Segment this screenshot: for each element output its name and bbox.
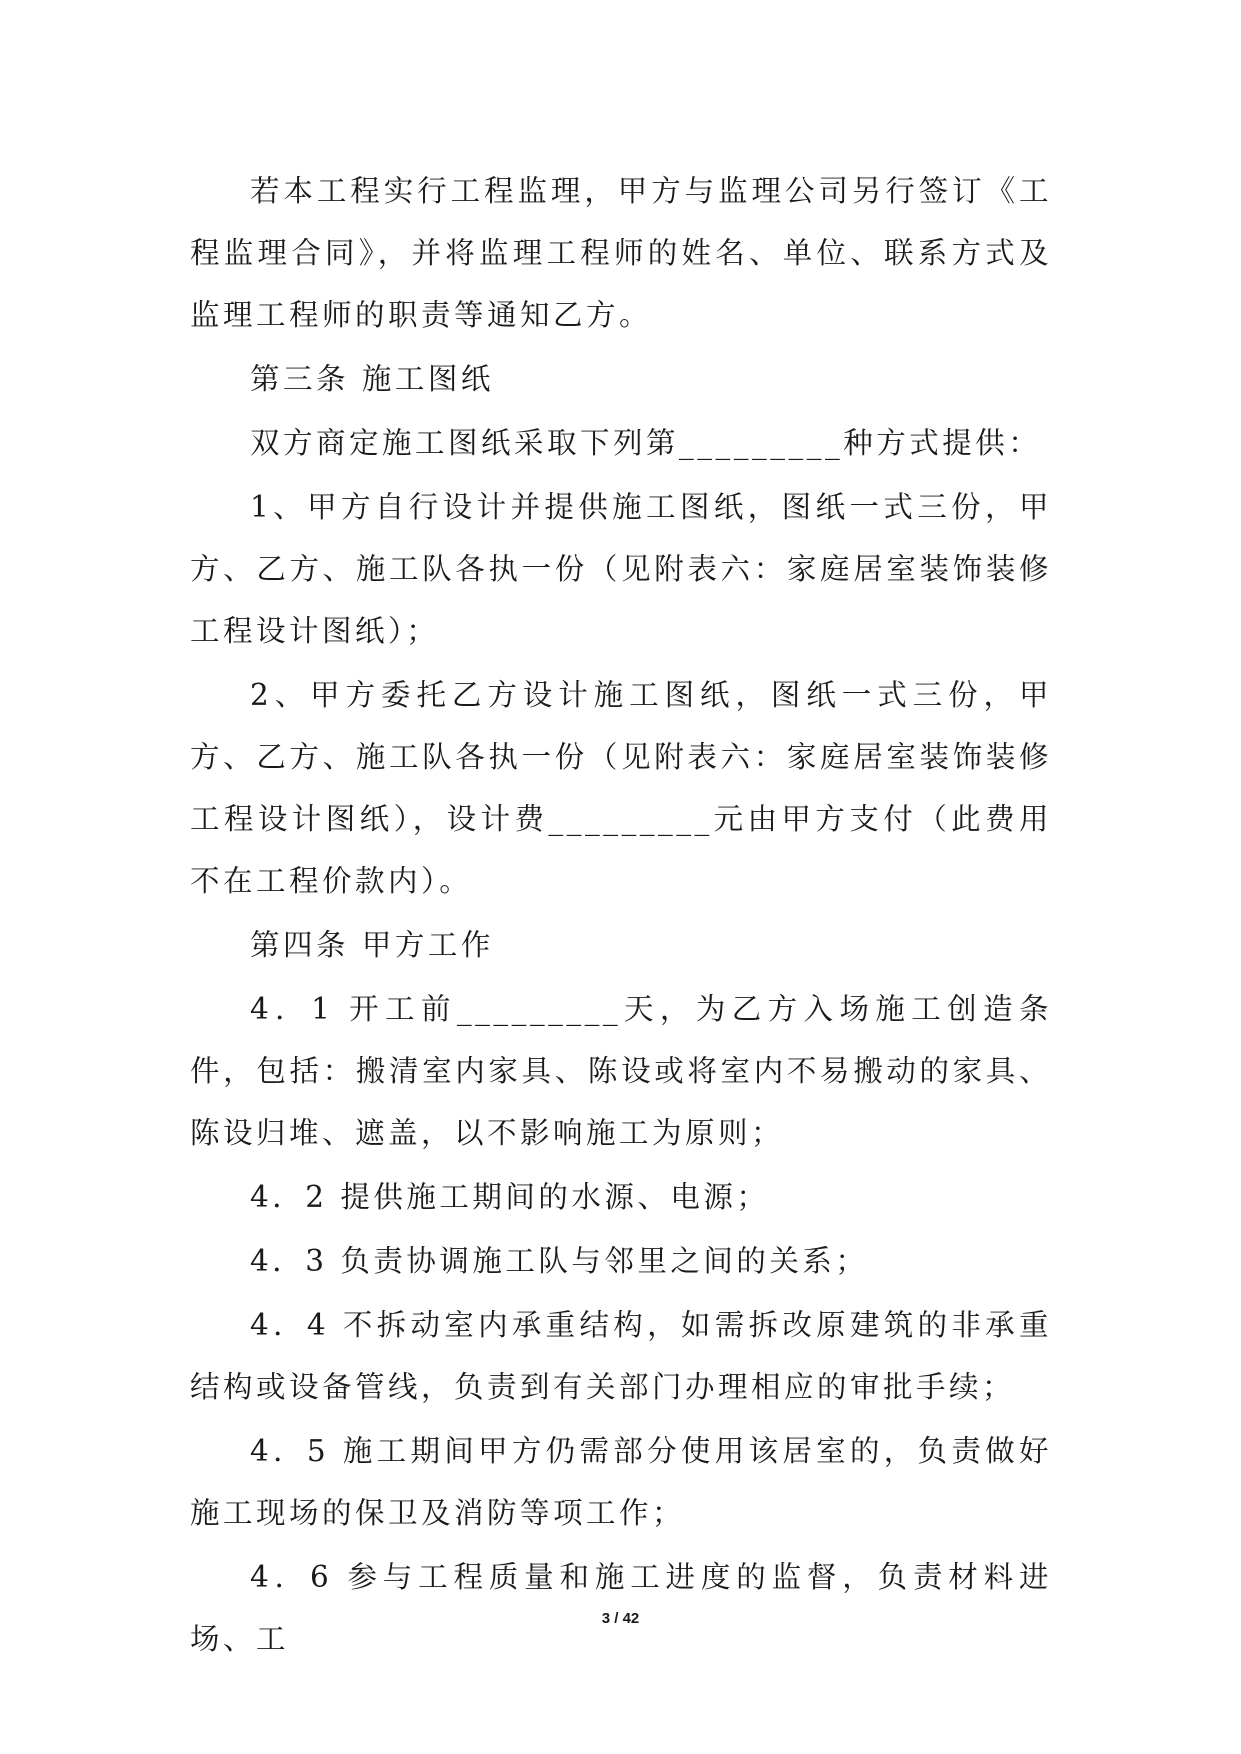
heading-article-4: 第四条 甲方工作: [250, 928, 494, 962]
paragraph-option-2: 2、甲方委托乙方设计施工图纸，图纸一式三份，甲方、乙方、施工队各执一份（见附表六：家庭居室装饰装修工程设计图纸），设计费_________元由甲方支付（此费用不在工程价款内）。: [190, 678, 1052, 898]
document-body: [190, 160, 1052, 1672]
paragraph-option-1: 1、甲方自行设计并提供施工图纸，图纸一式三份，甲方、乙方、施工队各执一份（见附表六：家庭居室装饰装修工程设计图纸）；: [190, 490, 1052, 648]
heading-article-3: 第三条 施工图纸: [250, 362, 494, 396]
page-number: 3 / 42: [601, 1610, 640, 1627]
paragraph-4-1: 4．1 开工前_________天，为乙方入场施工创造条件，包括：搬清室内家具、陈设或将室内不易搬动的家具、陈设归堆、遮盖，以不影响施工为原则；: [190, 992, 1052, 1150]
paragraph-4-4: 4．4 不拆动室内承重结构，如需拆改原建筑的非承重结构或设备管线，负责到有关部门办理相应的审批手续；: [190, 1308, 1052, 1404]
paragraph-4-6: 4．6 参与工程质量和施工进度的监督，负责材料进场、工: [190, 1560, 1052, 1656]
paragraph-4-3: 4．3 负责协调施工队与邻里之间的关系；: [250, 1244, 869, 1278]
paragraph-supervision: 若本工程实行工程监理，甲方与监理公司另行签订《工程监理合同》，并将监理工程师的姓名、单位、联系方式及监理工程师的职责等通知乙方。: [190, 174, 1052, 332]
paragraph-4-5: 4．5 施工期间甲方仍需部分使用该居室的，负责做好施工现场的保卫及消防等项工作；: [190, 1434, 1052, 1530]
paragraph-4-2: 4．2 提供施工期间的水源、电源；: [250, 1180, 770, 1214]
paragraph-drawing-method: 双方商定施工图纸采取下列第_________种方式提供：: [250, 426, 1042, 460]
